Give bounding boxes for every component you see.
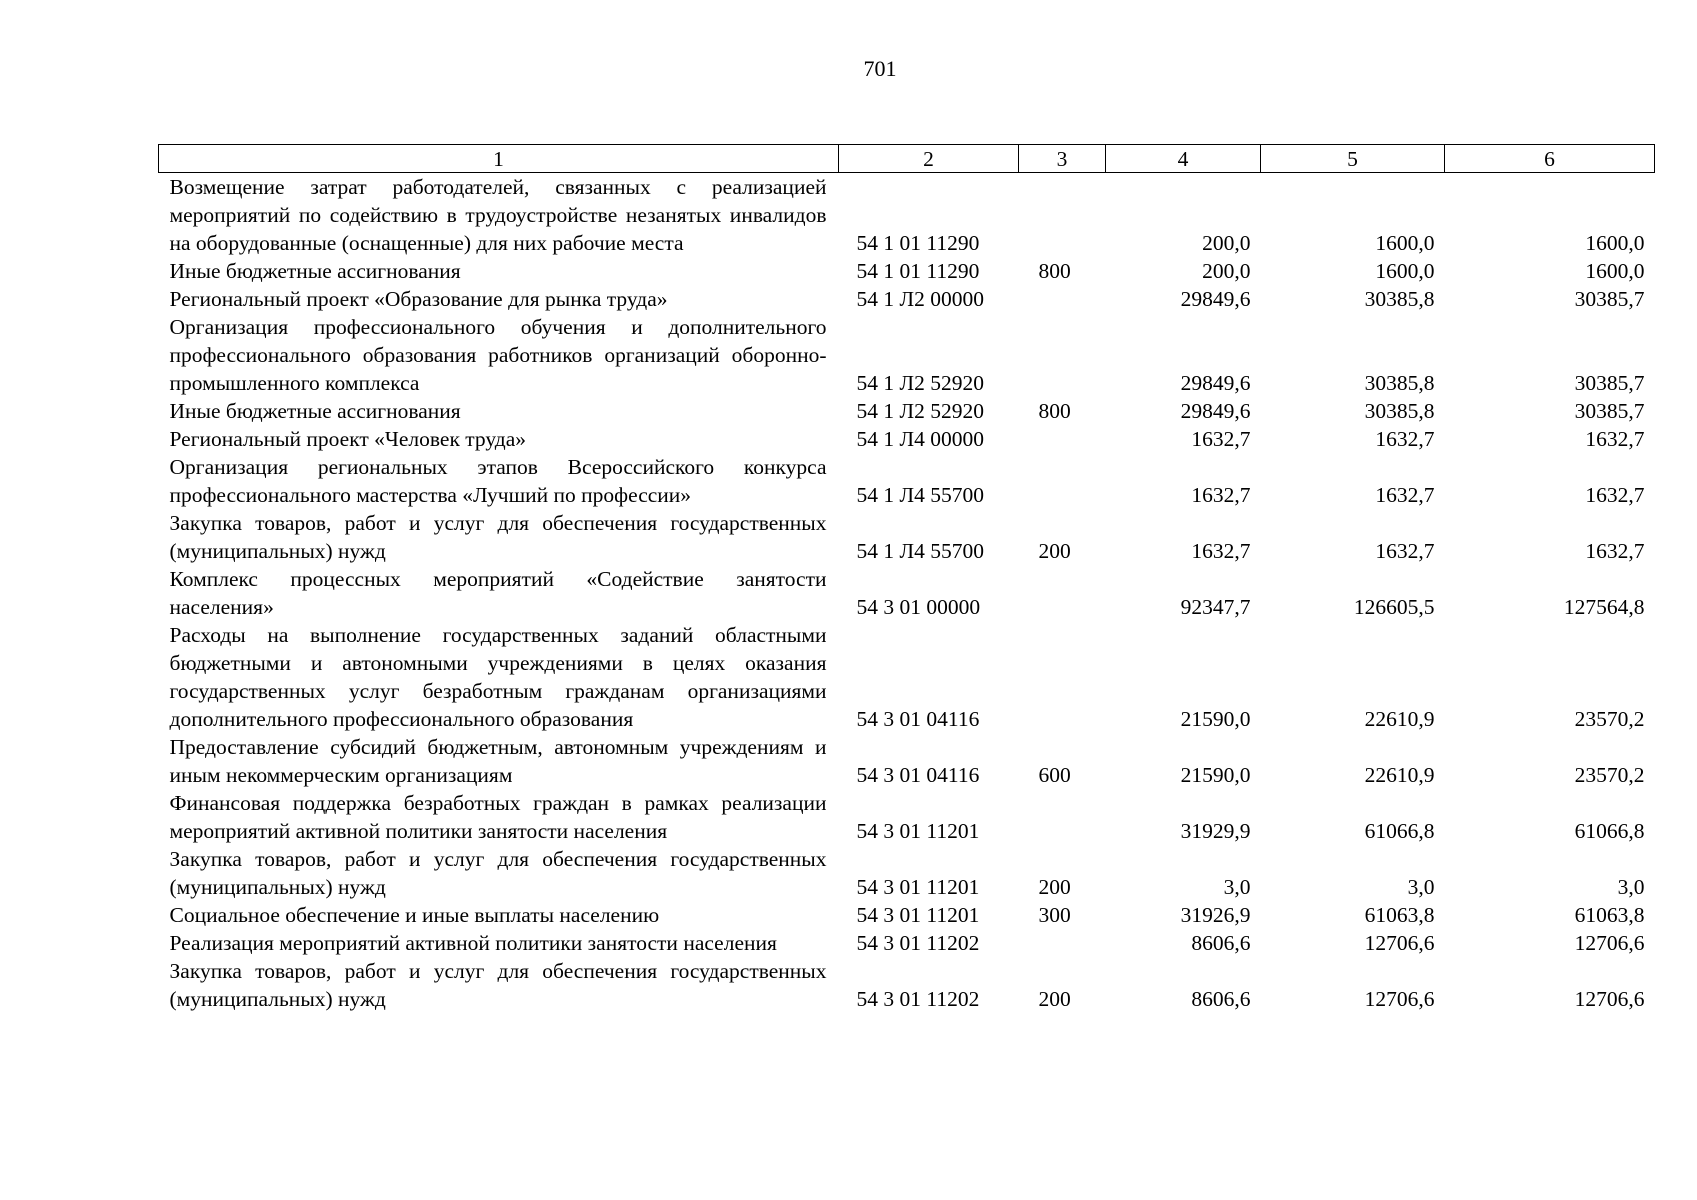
table-row <box>159 173 1655 258</box>
row-value-col6: 23570,2 <box>1574 707 1645 731</box>
table-row <box>159 565 1655 621</box>
table-row <box>159 929 1655 957</box>
row-value-col4: 3,0 <box>1223 875 1251 899</box>
row-name: Расходы на выполнение государственных заданий областными бюджетными и автономными учреждениями в целях оказания государственных услуг безработным гражданам организациями дополнительного профессионального образования <box>169 623 827 731</box>
row-code: 54 1 Л4 55700 <box>856 483 984 507</box>
row-name: Иные бюджетные ассигнования <box>169 399 461 423</box>
table-row <box>159 789 1655 845</box>
header-col-3: 3 <box>1019 145 1106 173</box>
row-expense-type: 600 <box>1038 763 1071 787</box>
row-code: 54 3 01 11202 <box>856 931 980 955</box>
table-row <box>159 621 1655 733</box>
row-code: 54 1 Л4 55700 <box>856 539 984 563</box>
row-code: 54 1 01 11290 <box>856 231 980 255</box>
row-value-col5: 12706,6 <box>1364 987 1435 1011</box>
row-value-col4: 92347,7 <box>1180 595 1251 619</box>
header-row <box>159 145 1655 173</box>
row-expense-type <box>1019 173 1106 258</box>
row-value-col6: 127564,8 <box>1563 595 1645 619</box>
row-value-col5: 30385,8 <box>1364 287 1435 311</box>
row-expense-type <box>1019 425 1106 453</box>
table-row <box>159 257 1655 285</box>
row-value-col5: 22610,9 <box>1364 707 1435 731</box>
row-value-col5: 1600,0 <box>1375 231 1435 255</box>
row-value-col4: 1632,7 <box>1191 539 1251 563</box>
table-row <box>159 733 1655 789</box>
row-value-col4: 1632,7 <box>1191 483 1251 507</box>
row-value-col4: 31929,9 <box>1180 819 1251 843</box>
row-value-col6: 12706,6 <box>1574 931 1645 955</box>
table-row <box>159 425 1655 453</box>
table-row <box>159 285 1655 313</box>
row-expense-type <box>1019 285 1106 313</box>
row-expense-type: 300 <box>1038 903 1071 927</box>
row-code: 54 1 Л2 52920 <box>856 399 984 423</box>
row-code: 54 3 01 11201 <box>856 875 980 899</box>
row-value-col6: 1632,7 <box>1585 427 1645 451</box>
row-value-col5: 30385,8 <box>1364 371 1435 395</box>
row-name: Региональный проект «Человек труда» <box>169 427 527 451</box>
row-expense-type <box>1019 313 1106 397</box>
table-row <box>159 845 1655 901</box>
budget-table <box>158 144 1655 1013</box>
table-body <box>159 173 1655 1014</box>
row-value-col4: 200,0 <box>1202 231 1251 255</box>
row-expense-type <box>1019 789 1106 845</box>
row-code: 54 3 01 11201 <box>856 819 980 843</box>
row-code: 54 3 01 00000 <box>856 595 981 619</box>
row-value-col4: 8606,6 <box>1191 931 1251 955</box>
row-expense-type: 200 <box>1038 875 1071 899</box>
table-row <box>159 453 1655 509</box>
row-name: Региональный проект «Образование для рынка труда» <box>169 287 668 311</box>
row-code: 54 3 01 11202 <box>856 987 980 1011</box>
table-row <box>159 509 1655 565</box>
row-value-col6: 1600,0 <box>1585 231 1645 255</box>
table-row <box>159 397 1655 425</box>
page-number: 701 <box>863 56 897 81</box>
row-expense-type <box>1019 929 1106 957</box>
row-code: 54 1 Л2 00000 <box>856 287 984 311</box>
row-value-col6: 3,0 <box>1617 875 1645 899</box>
row-value-col6: 30385,7 <box>1574 287 1645 311</box>
row-code: 54 1 Л4 00000 <box>856 427 984 451</box>
row-value-col4: 21590,0 <box>1180 707 1251 731</box>
row-expense-type: 200 <box>1038 539 1071 563</box>
row-value-col5: 22610,9 <box>1364 763 1435 787</box>
row-expense-type <box>1019 565 1106 621</box>
row-name: Социальное обеспечение и иные выплаты населению <box>169 903 660 927</box>
row-value-col5: 1632,7 <box>1375 483 1435 507</box>
table-row <box>159 957 1655 1013</box>
row-value-col4: 31926,9 <box>1180 903 1251 927</box>
row-value-col6: 61063,8 <box>1574 903 1645 927</box>
row-name: Комплекс процессных мероприятий «Содействие занятости населения» <box>169 567 827 619</box>
row-value-col6: 12706,6 <box>1574 987 1645 1011</box>
row-value-col5: 1600,0 <box>1375 259 1435 283</box>
row-name: Организация региональных этапов Всероссийского конкурса профессионального мастерства «Лучший по профессии» <box>169 455 827 507</box>
row-name: Закупка товаров, работ и услуг для обеспечения государственных (муниципальных) нужд <box>169 959 827 1011</box>
table-row <box>159 313 1655 397</box>
row-name: Иные бюджетные ассигнования <box>169 259 461 283</box>
header-col-4: 4 <box>1106 145 1261 173</box>
row-value-col6: 30385,7 <box>1574 399 1645 423</box>
row-code: 54 3 01 11201 <box>856 903 980 927</box>
row-value-col6: 61066,8 <box>1574 819 1645 843</box>
row-name: Финансовая поддержка безработных граждан в рамках реализации мероприятий активной политики занятости населения <box>169 791 827 843</box>
row-value-col6: 1600,0 <box>1585 259 1645 283</box>
row-name: Предоставление субсидий бюджетным, автономным учреждениям и иным некоммерческим организациям <box>169 735 827 787</box>
header-col-5: 5 <box>1261 145 1445 173</box>
row-name: Организация профессионального обучения и дополнительного профессионального образования работников организаций оборонно-промышленного комплекса <box>169 315 827 395</box>
row-value-col5: 1632,7 <box>1375 427 1435 451</box>
table-header <box>159 145 1655 173</box>
row-value-col4: 200,0 <box>1202 259 1251 283</box>
row-value-col4: 21590,0 <box>1180 763 1251 787</box>
row-value-col4: 29849,6 <box>1180 371 1251 395</box>
row-value-col4: 29849,6 <box>1180 399 1251 423</box>
row-code: 54 3 01 04116 <box>856 707 980 731</box>
row-value-col6: 1632,7 <box>1585 539 1645 563</box>
row-value-col5: 3,0 <box>1407 875 1435 899</box>
row-value-col4: 29849,6 <box>1180 287 1251 311</box>
row-expense-type <box>1019 621 1106 733</box>
table-row <box>159 901 1655 929</box>
row-name: Реализация мероприятий активной политики занятости населения <box>169 931 777 955</box>
row-value-col6: 23570,2 <box>1574 763 1645 787</box>
row-value-col5: 61066,8 <box>1364 819 1435 843</box>
row-expense-type: 800 <box>1038 259 1071 283</box>
row-code: 54 1 Л2 52920 <box>856 371 984 395</box>
row-name: Закупка товаров, работ и услуг для обеспечения государственных (муниципальных) нужд <box>169 847 827 899</box>
row-value-col5: 61063,8 <box>1364 903 1435 927</box>
row-name: Закупка товаров, работ и услуг для обеспечения государственных (муниципальных) нужд <box>169 511 827 563</box>
row-value-col5: 1632,7 <box>1375 539 1435 563</box>
row-value-col4: 8606,6 <box>1191 987 1251 1011</box>
row-code: 54 1 01 11290 <box>856 259 980 283</box>
header-col-1: 1 <box>159 145 839 173</box>
row-value-col6: 1632,7 <box>1585 483 1645 507</box>
row-name: Возмещение затрат работодателей, связанных с реализацией мероприятий по содействию в трудоустройстве незанятых инвалидов на оборудованные (оснащенные) для них рабочие места <box>169 175 827 255</box>
header-col-2: 2 <box>839 145 1019 173</box>
row-value-col5: 30385,8 <box>1364 399 1435 423</box>
row-expense-type: 200 <box>1038 987 1071 1011</box>
row-value-col5: 126605,5 <box>1353 595 1435 619</box>
row-expense-type: 800 <box>1038 399 1071 423</box>
header-col-6: 6 <box>1445 145 1655 173</box>
row-code: 54 3 01 04116 <box>856 763 980 787</box>
row-value-col5: 12706,6 <box>1364 931 1435 955</box>
row-value-col4: 1632,7 <box>1191 427 1251 451</box>
row-expense-type <box>1019 453 1106 509</box>
row-value-col6: 30385,7 <box>1574 371 1645 395</box>
